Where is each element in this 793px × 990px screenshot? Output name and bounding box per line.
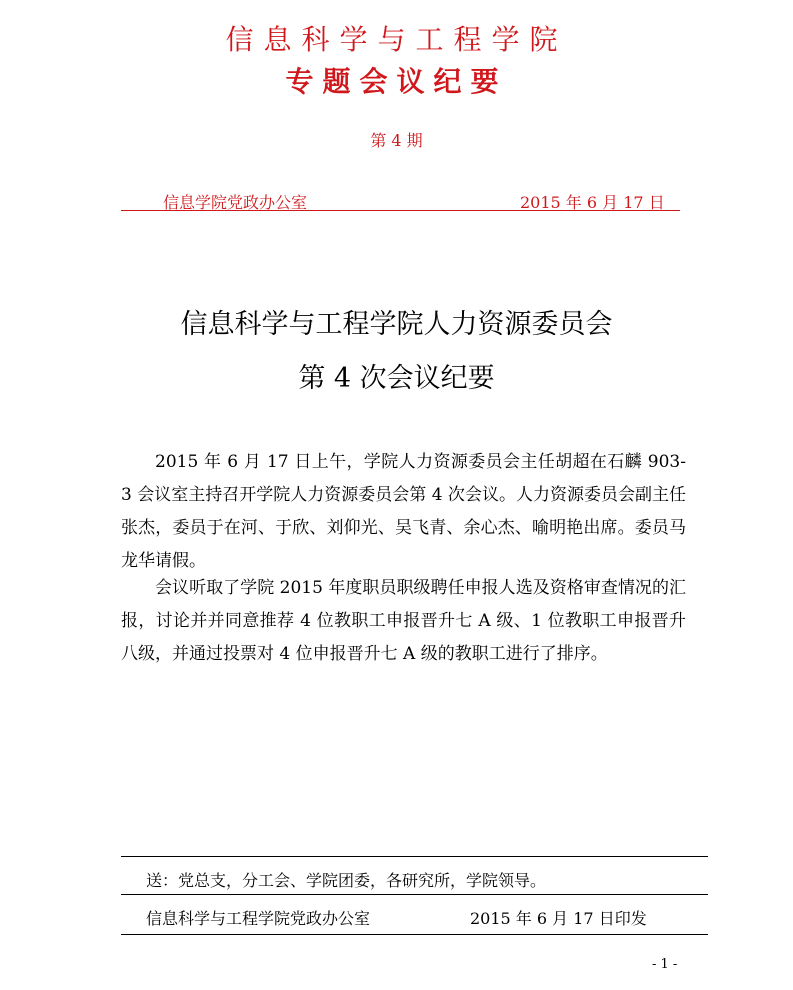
footer-issuer: 信息科学与工程学院党政办公室 [146, 909, 371, 928]
body-paragraph-2: 会议听取了学院 2015 年度职员职级聘任申报人选及资格审查情况的汇报，讨论并并同意推荐 4 位教职工申报晋升七 A 级、1 位教职工申报晋升八级，并通过投票对 4 位申报晋升七 A 级的教职工进行了排序。 [121, 578, 686, 664]
issue-date: 2015 年 6 月 17 日 [520, 193, 665, 212]
page-number: - 1 - [652, 957, 678, 972]
organization-title: 信息科学与工程学院 [225, 23, 568, 56]
document-type-title: 专题会议纪要 [285, 65, 508, 98]
footer-divider-top [121, 856, 708, 857]
meeting-title-line1: 信息科学与工程学院人力资源委员会 [180, 309, 613, 340]
body-paragraph-1: 2015 年 6 月 17 日上午，学院人力资源委员会主任胡超在石麟 903-3 会议室主持召开学院人力资源委员会第 4 次会议。人力资源委员会副主任张杰，委员于在河、于欣、刘仰光、吴飞青、余心杰、喻明艳出席。委员马龙华请假。 [121, 452, 686, 571]
distribution-list: 送：党总支，分工会、学院团委，各研究所，学院领导。 [146, 871, 547, 890]
issue-number: 第 4 期 [370, 131, 423, 150]
footer-divider-bottom [121, 934, 708, 935]
issuer-label: 信息学院党政办公室 [163, 193, 308, 212]
footer-print-date: 2015 年 6 月 17 日印发 [470, 909, 647, 928]
header-divider [121, 210, 680, 211]
footer-divider-middle [121, 894, 708, 895]
meeting-title-line2: 第 4 次会议纪要 [298, 363, 495, 394]
